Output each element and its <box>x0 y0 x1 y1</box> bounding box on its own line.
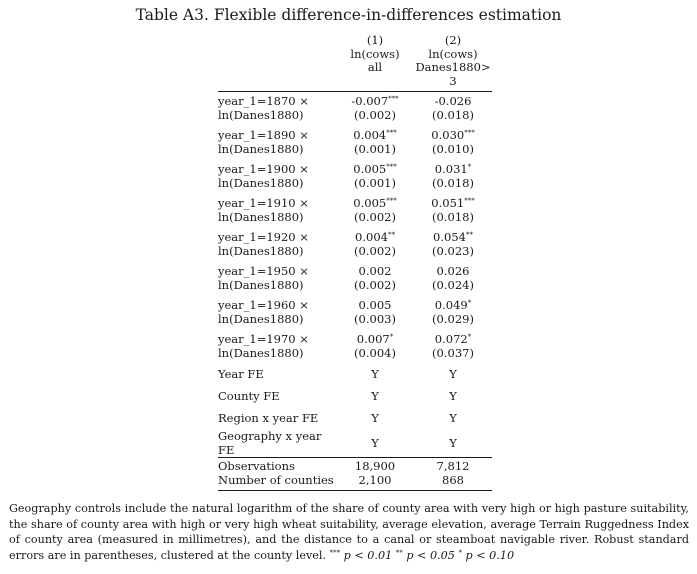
sig-text-3: p < 0.10 <box>465 548 515 562</box>
coefficient-cell <box>414 330 492 347</box>
significance-stars: * <box>467 333 472 341</box>
significance-stars: *** <box>464 129 475 137</box>
se-row <box>218 313 492 331</box>
coef-row <box>218 160 492 177</box>
column-number: (2) <box>444 33 462 47</box>
fixed-effect-value: Y <box>371 367 379 382</box>
coefficient-cell <box>414 262 492 279</box>
coefficient-value: 0.051 <box>431 196 465 210</box>
coefficient-value: 0.054 <box>433 230 466 244</box>
coefficient-cell <box>414 228 492 245</box>
fixed-effect-row <box>218 430 492 458</box>
variable-label-bottom: ln(Danes1880) <box>218 243 304 258</box>
variable-label-bottom: ln(Danes1880) <box>218 311 304 326</box>
coefficient-cell <box>336 92 414 109</box>
standard-error-cell: (0.002) <box>354 107 396 122</box>
coefficient-value: 0.031 <box>434 162 468 176</box>
statistic-label: Number of counties <box>218 474 336 491</box>
fixed-effect-value: Y <box>371 411 379 426</box>
coefficient-value: 0.007 <box>356 332 390 346</box>
significance-stars: * <box>389 333 394 341</box>
fixed-effect-label: Year FE <box>218 367 264 382</box>
standard-error-cell: (0.010) <box>432 141 474 156</box>
statistic-label: Observations <box>218 459 295 473</box>
standard-error-cell: (0.002) <box>354 277 396 292</box>
significance-stars: * <box>467 163 472 171</box>
standard-error-cell: (0.002) <box>354 209 396 224</box>
statistic-value: 2,100 <box>336 474 414 491</box>
standard-error-cell: (0.002) <box>354 243 396 258</box>
sig-text-2: p < 0.05 <box>406 548 455 562</box>
variable-label-top: year_1=1890 × <box>218 128 309 142</box>
coef-row <box>218 262 492 279</box>
significance-stars: *** <box>388 95 399 103</box>
coefficient-rows <box>218 92 492 365</box>
coefficient-value: -0.026 <box>434 94 472 108</box>
note-text: Geography controls include the natural logarithm of the share of county area with very high or high pasture suitability, the share of county area with high or very high wheat suitability, average elevation, average Terrain Ruggedness Index of county area (measured in millimetres), and the distance to a canal or steamboat navigable river. Robust standard errors are in parentheses, clustered at the county level. <box>9 502 689 562</box>
coefficient-value: 0.026 <box>436 264 470 278</box>
column-header-1 <box>336 34 414 92</box>
statistic-value: 18,900 <box>354 459 396 473</box>
se-row <box>218 109 492 127</box>
standard-error-cell: (0.003) <box>354 311 396 326</box>
coef-row <box>218 194 492 211</box>
coefficient-cell <box>336 296 414 313</box>
column-dependent: ln(cows) <box>350 46 400 61</box>
coef-row <box>218 126 492 143</box>
variable-label-bottom: ln(Danes1880) <box>218 175 304 190</box>
se-row <box>218 177 492 195</box>
coefficient-cell <box>336 194 414 211</box>
statistic-value: 868 <box>414 474 492 491</box>
standard-error-cell: (0.037) <box>432 345 474 360</box>
coefficient-value: -0.007 <box>351 94 389 108</box>
coefficient-value: 0.049 <box>434 298 468 312</box>
variable-label-top: year_1=1900 × <box>218 162 309 176</box>
column-sample: all <box>367 60 383 74</box>
table-note <box>9 501 689 563</box>
standard-error-cell: (0.029) <box>432 311 474 326</box>
coefficient-cell <box>414 296 492 313</box>
se-row <box>218 143 492 161</box>
variable-label-top: year_1=1960 × <box>218 298 309 312</box>
coefficient-value: 0.030 <box>431 128 465 142</box>
fixed-effect-value: Y <box>336 430 414 458</box>
variable-label-bottom: ln(Danes1880) <box>218 345 304 360</box>
fixed-effect-row <box>218 364 492 386</box>
sig-stars-1: *** <box>329 548 341 557</box>
standard-error-cell: (0.018) <box>432 175 474 190</box>
significance-stars: ** <box>465 231 473 239</box>
standard-error-cell: (0.023) <box>432 243 474 258</box>
fixed-effect-rows <box>218 364 492 458</box>
significance-stars: *** <box>464 197 475 205</box>
statistics-rows <box>218 458 492 491</box>
table-header-row <box>218 34 492 92</box>
fixed-effect-label: Geography x year FE <box>218 430 336 458</box>
significance-stars: *** <box>386 197 397 205</box>
standard-error-cell: (0.024) <box>432 277 474 292</box>
fixed-effect-value: Y <box>449 367 457 382</box>
coefficient-value: 0.005 <box>353 196 387 210</box>
variable-label-bottom: ln(Danes1880) <box>218 107 304 122</box>
se-row <box>218 279 492 297</box>
statistic-value: 7,812 <box>436 459 470 473</box>
se-row <box>218 245 492 263</box>
coefficient-value: 0.005 <box>353 162 387 176</box>
variable-label-bottom: ln(Danes1880) <box>218 141 304 156</box>
sig-text-1: p < 0.01 <box>343 548 393 562</box>
variable-label-bottom: ln(Danes1880) <box>218 277 304 292</box>
fixed-effect-value: Y <box>449 389 457 404</box>
coefficient-cell <box>414 194 492 211</box>
variable-label-bottom: ln(Danes1880) <box>218 209 304 224</box>
coef-row <box>218 228 492 245</box>
coef-row <box>218 296 492 313</box>
standard-error-cell: (0.004) <box>354 345 396 360</box>
standard-error-cell: (0.018) <box>432 209 474 224</box>
significance-stars: *** <box>386 129 397 137</box>
fixed-effect-label: Region x year FE <box>218 411 319 426</box>
fixed-effect-row <box>218 386 492 408</box>
variable-label-top: year_1=1870 × <box>218 94 309 108</box>
statistic-row <box>218 474 492 491</box>
coefficient-cell <box>414 92 492 109</box>
fixed-effect-label: County FE <box>218 389 280 404</box>
significance-stars: *** <box>386 163 397 171</box>
coefficient-cell <box>336 262 414 279</box>
fixed-effect-value: Y <box>371 389 379 404</box>
regression-table <box>218 34 492 491</box>
column-sample: Danes1880> 3 <box>415 60 491 88</box>
coefficient-value: 0.004 <box>355 230 388 244</box>
variable-label-top: year_1=1920 × <box>218 230 309 244</box>
standard-error-cell: (0.001) <box>354 141 396 156</box>
coefficient-cell <box>414 126 492 143</box>
significance-stars: * <box>467 299 472 307</box>
column-dependent: ln(cows) <box>428 46 478 61</box>
variable-label-top: year_1=1950 × <box>218 264 309 278</box>
coef-row <box>218 330 492 347</box>
variable-label-top: year_1=1970 × <box>218 332 309 346</box>
variable-label-top: year_1=1910 × <box>218 196 309 210</box>
coefficient-cell <box>336 160 414 177</box>
header-empty <box>218 34 336 92</box>
significance-stars: ** <box>387 231 395 239</box>
sig-stars-3: * <box>458 548 462 557</box>
coef-row <box>218 92 492 109</box>
coefficient-cell <box>336 126 414 143</box>
coefficient-value: 0.072 <box>434 332 468 346</box>
column-header-2 <box>414 34 492 92</box>
coefficient-cell <box>414 160 492 177</box>
fixed-effect-row <box>218 408 492 430</box>
coefficient-value: 0.005 <box>358 298 392 312</box>
fixed-effect-value: Y <box>449 411 457 426</box>
coefficient-value: 0.004 <box>353 128 387 142</box>
sig-stars-2: ** <box>395 548 403 557</box>
se-row <box>218 347 492 365</box>
coefficient-value: 0.002 <box>358 264 392 278</box>
standard-error-cell: (0.018) <box>432 107 474 122</box>
fixed-effect-value: Y <box>414 430 492 458</box>
se-row <box>218 211 492 229</box>
table-title: Table A3. Flexible difference-in-differences estimation <box>135 6 562 24</box>
column-number: (1) <box>366 33 384 47</box>
standard-error-cell: (0.001) <box>354 175 396 190</box>
coefficient-cell <box>336 330 414 347</box>
coefficient-cell <box>336 228 414 245</box>
statistic-row <box>218 458 492 474</box>
